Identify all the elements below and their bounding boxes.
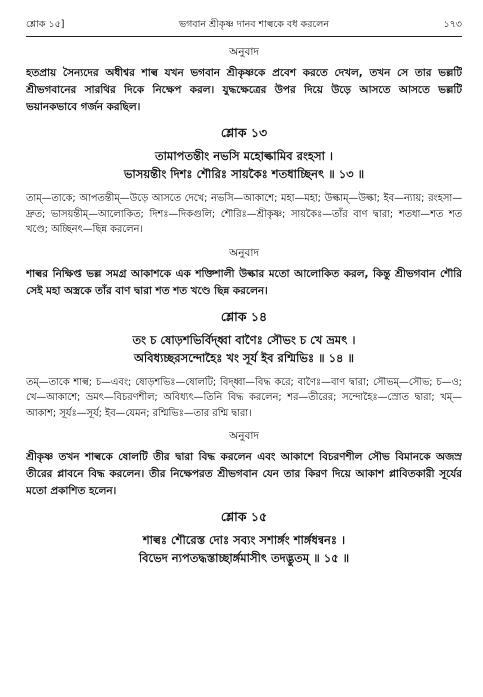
- header-chapter-title: ভগবান শ্রীকৃষ্ণ দানব শাল্বকে বধ করলেন: [178, 19, 329, 30]
- synonyms-paragraph: তাম্—তাকে; আপতন্তীম্—উড়ে আসতে দেখে; নভসি—আকাশে; মহা—মহা; উল্কাম্—উল্কা; ইব—ন্যায়; রংহসা—দ্রুত; ভাসয়ন্তীম্—আলোকিত; দিশঃ—দিকগুলি; শৌরিঃ—শ্রীকৃষ্ণ; সায়কৈঃ—তাঁর বাণ দ্বারা; শতধা—শত শত খণ্ডে; অচ্ছিনৎ—ছিন্ন করলেন।: [26, 193, 462, 235]
- translation-label: অনুবাদ: [229, 246, 259, 259]
- synonyms-paragraph: তম্—তাকে শাল্ব; চ—এবং; ষোড়শভিঃ—ষোলটি; বিদ্ধ্বা—বিদ্ধ করে; বাণৈঃ—বাণ দ্বারা; সৌভম্—সৌভ; চ—ও; খে—আকাশে; ভ্রমৎ—বিচরণশীল; অবিধ্যৎ—তিনি বিদ্ধ করলেন; শর—তীরের; সন্দোহৈঃ—স্রোত দ্বারা; খম্—আকাশ; সূর্যঃ—সূর্য; ইব—যেমন; রশ্মিভিঃ—তার রশ্মি দ্বারা।: [26, 376, 462, 419]
- verse-line: তামাপতন্তীং নভসি মহোল্কামিব রংহসা ।: [154, 149, 334, 163]
- verse-heading: শ্লোক ১৫: [220, 509, 268, 524]
- verse-line: শাল্বঃ শৌরেস্ত দোঃ সব্যং সশার্ঙ্গং শার্ঙ্গধন্বনঃ ।: [142, 533, 346, 547]
- verse-line: ভাসয়ন্তীং দিশঃ শৌরিঃ সায়কৈঃ শতধাচ্ছিনৎ ॥ ১৩ ॥: [123, 167, 365, 181]
- running-header: [26, 18, 462, 37]
- book-page: [26, 18, 462, 686]
- verse-line: তং চ ষোড়শভির্বিদ্ধ্বা বাণৈঃ সৌভং চ খে ভ্রমৎ ।: [132, 332, 356, 347]
- translation-paragraph: শ্রীকৃষ্ণ তখন শাল্বকে ষোলটি তীর দ্বারা বিদ্ধ করলেন এবং আকাশে বিচরণশীল সৌভ বিমানকে অজস্র তীরের প্লাবনে বিদ্ধ করলেন। তীর নিক্ষেপরত শ্রীভগবান যেন তার কিরণ দিয়ে আকাশ প্লাবিতকারী সূর্যের মতো প্রকাশিত হলেন।: [26, 451, 462, 497]
- verse-line: বিভেদ ন্যপতদ্ধস্তাচ্ছার্ঙ্গমাসীৎ তদদ্ভুতম্ ॥ ১৫ ॥: [138, 551, 350, 565]
- translation-paragraph: শাল্বর নিক্ষিপ্ত ভল্ল সমগ্র আকাশকে এক শক্তিশালী উল্কার মতো আলোকিত করল, কিন্তু শ্রীভগবান শৌরি সেই মহা অস্ত্রকে তাঁর বাণ দ্বারা শত শত খণ্ডে ছিন্ন করলেন।: [26, 267, 462, 297]
- header-verse-ref: শ্লোক ১৫]: [26, 19, 65, 30]
- page-number: ১৭৩: [443, 19, 462, 30]
- verse-heading: শ্লোক ১৩: [220, 125, 268, 140]
- translation-label: অনুবাদ: [229, 46, 259, 58]
- translation-paragraph: হতপ্রায় সৈন্যদের অধীশ্বর শাল্ব যখন ভগবান শ্রীকৃষ্ণকে প্রবেশ করতে দেখল, তখন সে তার ভল্লটি শ্রীভগবানের সারথির দিকে নিক্ষেপ করল। যুদ্ধক্ষেত্রের উপর দিয়ে উড়ে আসতে আসতে ভল্লটি ভয়ানকভাবে গর্জন করছিল।: [26, 67, 462, 113]
- verse-line: অবিধ্যচ্ছরসন্দোহৈঃ খং সূর্য ইব রশ্মিভিঃ ॥ ১৪ ॥: [133, 350, 355, 365]
- verse-heading: শ্লোক ১৪: [220, 308, 268, 324]
- translation-label: অনুবাদ: [229, 430, 259, 442]
